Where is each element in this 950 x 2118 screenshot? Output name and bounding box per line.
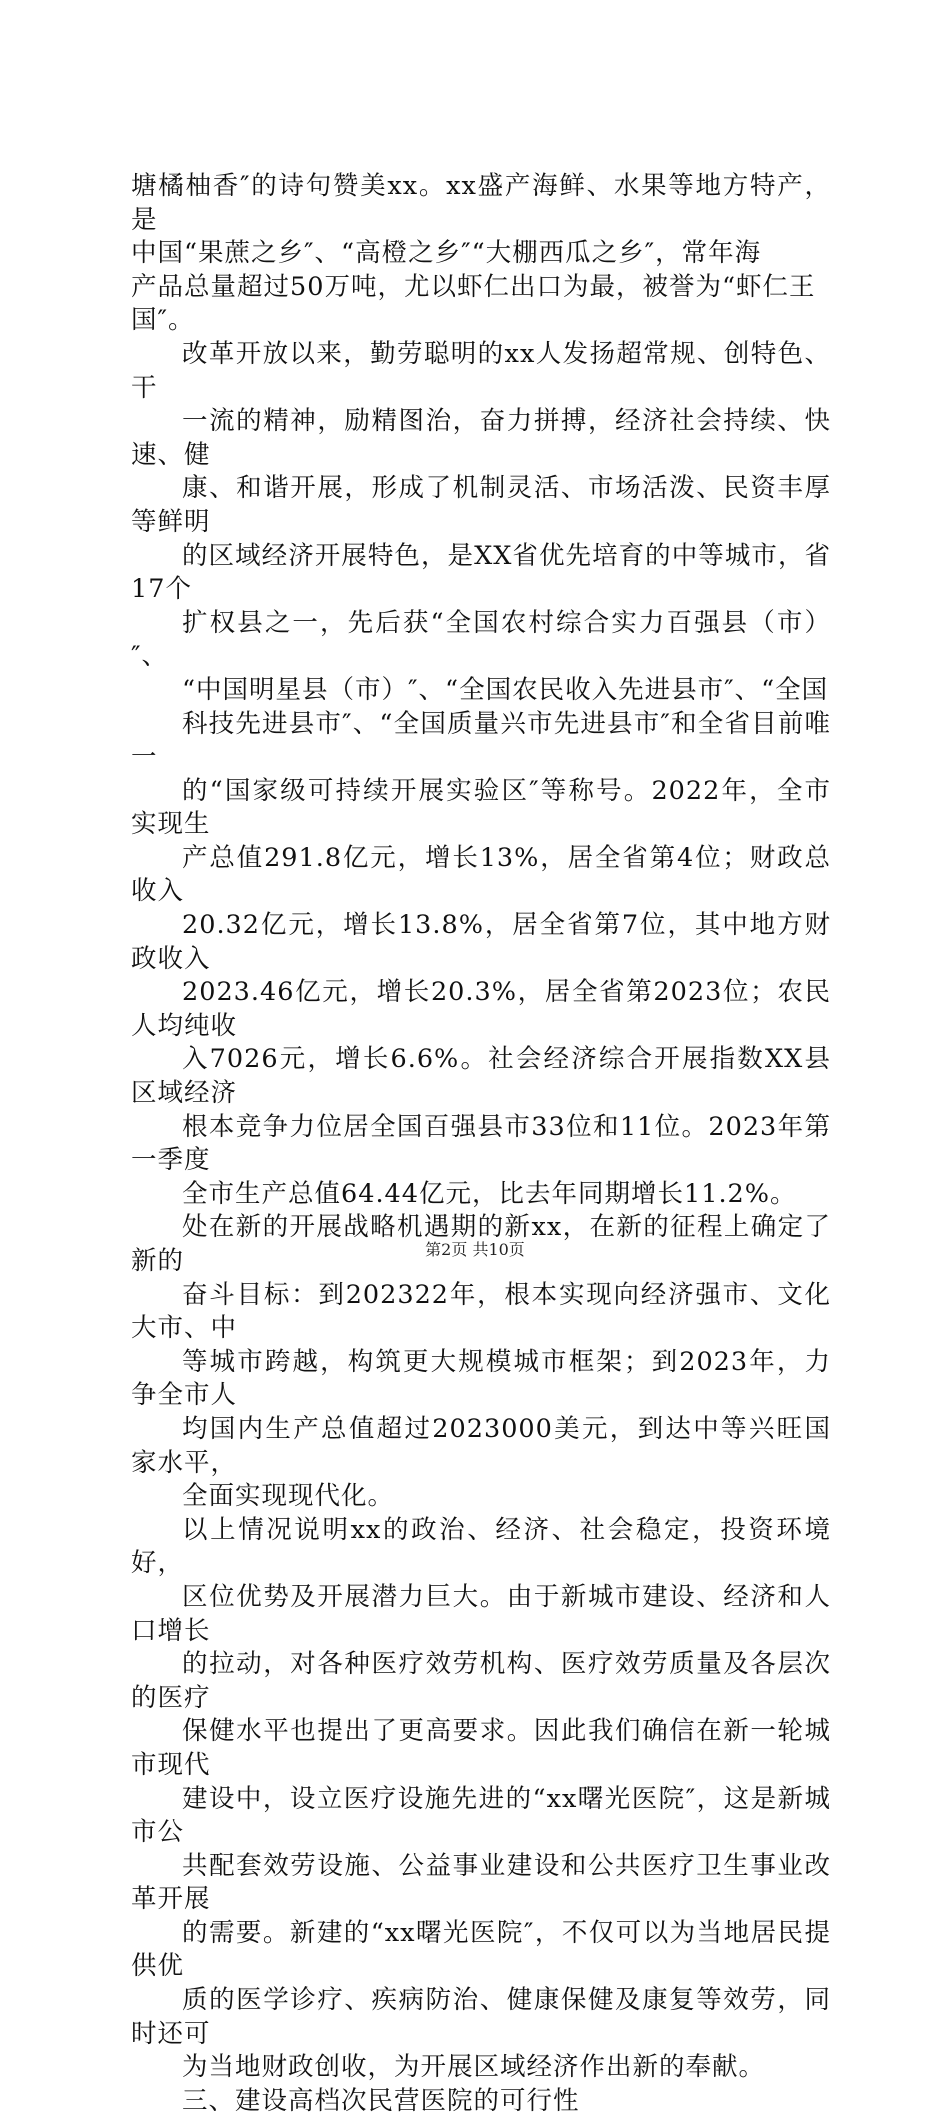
- paragraph: [131, 338, 831, 1211]
- text-line: 的“国家级可持续开展实验区″等称号。2022年，全市实现生: [131, 775, 831, 840]
- text-line: 均国内生产总值超过2023000美元，到达中等兴旺国家水平，: [131, 1413, 831, 1478]
- text-line: 全市生产总值64.44亿元，比去年同期增长11.2%。: [182, 1178, 797, 1209]
- text-line: 国″。: [131, 305, 195, 336]
- text-line: 奋斗目标：到202322年，根本实现向经济强市、文化大市、中: [131, 1279, 831, 1344]
- text-line: 康、和谐开展，形成了机制灵活、市场活泼、民资丰厚等鲜明: [131, 473, 831, 537]
- text-line: 根本竞争力位居全国百强县市33位和11位。2023年第一季度: [131, 1111, 831, 1176]
- text-line: 共配套效劳设施、公益事业建设和公共医疗卫生事业改革开展: [131, 1850, 831, 1915]
- text-line: 保健水平也提出了更高要求。因此我们确信在新一轮城市现代: [131, 1716, 831, 1780]
- text-line: 入7026元，增长6.6%。社会经济综合开展指数XX县区域经济: [131, 1044, 831, 1109]
- text-line: 区位优势及开展潜力巨大。由于新城市建设、经济和人口增长: [131, 1581, 831, 1646]
- text-line: 质的医学诊疗、疾病防治、健康保健及康复等效劳，同时还可: [131, 1985, 831, 2049]
- text-line: 一流的精神，励精图治，奋力拼搏，经济社会持续、快速、健: [131, 406, 831, 470]
- paragraph: [131, 170, 831, 338]
- text-line: 产总值291.8亿元，增长13%，居全省第4位；财政总收入: [131, 842, 831, 907]
- text-line: 的需要。新建的“xx曙光医院″，不仅可以为当地居民提供优: [131, 1917, 831, 1982]
- text-line: 科技先进县市″、“全国质量兴市先进县市″和全省目前唯一: [131, 708, 831, 773]
- text-line: 产品总量超过50万吨，尤以虾仁出口为最，被誉为“虾仁王: [131, 271, 816, 302]
- text-line: 20.32亿元，增长13.8%，居全省第7位，其中地方财政收入: [131, 910, 831, 974]
- text-line: 的拉动，对各种医疗效劳机构、医疗效劳质量及各层次的医疗: [131, 1649, 831, 1713]
- text-line: 等城市跨越，构筑更大规模城市框架；到2023年，力争全市人: [131, 1346, 831, 1411]
- text-line: 2023.46亿元，增长20.3%，居全省第2023位；农民人均纯收: [131, 977, 831, 1041]
- page-footer: [0, 1240, 950, 1260]
- text-line: 改革开放以来，勤劳聪明的xx人发扬超常规、创特色、干: [131, 338, 831, 403]
- paragraph: [131, 2085, 831, 2118]
- text-line: 的区域经济开展特色，是XX省优先培育的中等城市，省17个: [131, 540, 831, 605]
- text-line: 建设中，设立医疗设施先进的“xx曙光医院″，这是新城市公: [131, 1783, 831, 1848]
- text-line: 三、建设高档次民营医院的可行性: [182, 2085, 580, 2116]
- document-body: [131, 170, 831, 2118]
- text-line: 扩权县之一，先后获“全国农村综合实力百强县（市）″、: [131, 607, 831, 672]
- text-line: “中国明星县（市）″、“全国农民收入先进县市″、“全国: [182, 674, 829, 705]
- paragraph: [131, 1514, 831, 2085]
- text-line: 中国“果蔗之乡″、“高橙之乡″“大棚西瓜之乡″，常年海: [131, 238, 762, 269]
- text-line: 以上情况说明xx的政治、经济、社会稳定，投资环境好，: [131, 1514, 831, 1579]
- text-line: 处在新的开展战略机遇期的新xx，在新的征程上确定了新的: [131, 1212, 831, 1276]
- text-line: 为当地财政创收，为开展区域经济作出新的奉献。: [182, 2052, 766, 2083]
- text-line: 全面实现现代化。: [182, 1481, 395, 1512]
- text-line: 塘橘柚香″的诗句赞美xx。xx盛产海鲜、水果等地方特产，是: [131, 171, 831, 235]
- page-number-label: 第2页 共10页: [425, 1240, 525, 1259]
